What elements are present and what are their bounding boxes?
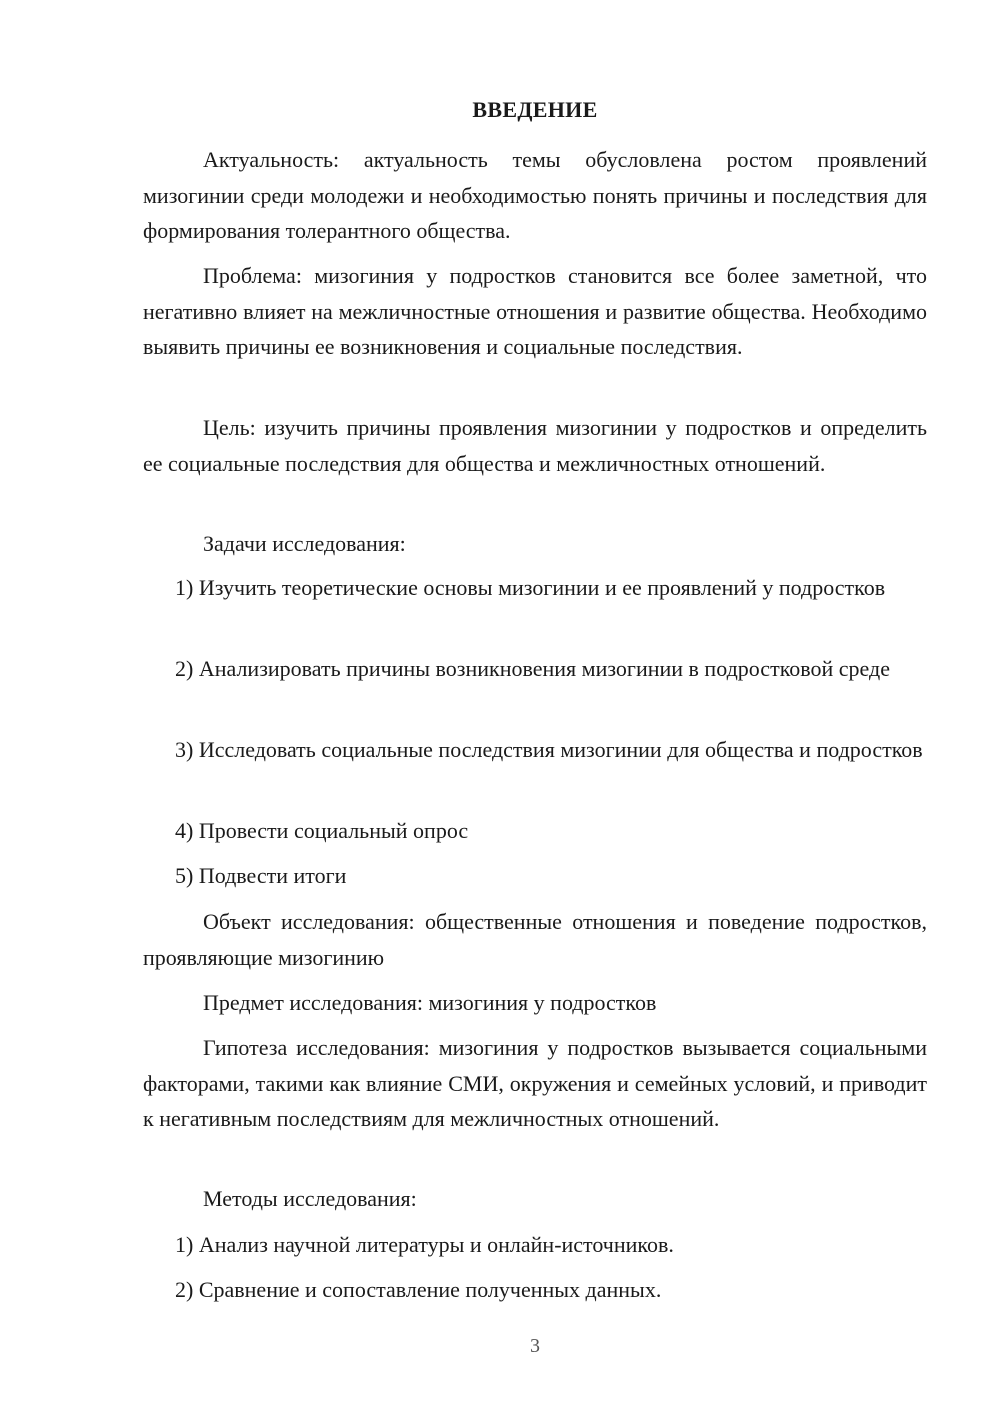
paragraph-relevance: Актуальность: актуальность темы обусловлена ростом проявлений мизогинии среди молодежи и необходимостью понять причины и последствия для формирования толерантного общества. <box>143 147 927 243</box>
paragraph-goal: Цель: изучить причины проявления мизогинии у подростков и определить ее социальные последствия для общества и межличностных отношений. <box>143 415 927 476</box>
paragraph-hypothesis: Гипотеза исследования: мизогиния у подростков вызывается социальными факторами, такими как влияние СМИ, окружения и семейных условий, и приводит к негативным последствиям для межличностных отношений. <box>143 1035 927 1131</box>
paragraph-methods-heading: Методы исследования: <box>203 1186 417 1211</box>
list-item-method-1: 1) Анализ научной литературы и онлайн-источников. <box>175 1232 674 1257</box>
list-item-task-1: 1) Изучить теоретические основы мизогинии и ее проявлений у подростков <box>175 575 886 600</box>
paragraph-problem: Проблема: мизогиния у подростков становится все более заметной, что негативно влияет на межличностные отношения и развитие общества. Необходимо выявить причины ее возникновения и социальные последствия. <box>143 263 927 359</box>
paragraph-tasks-heading: Задачи исследования: <box>203 531 406 556</box>
list-item-task-5: 5) Подвести итоги <box>175 863 347 888</box>
list-item-task-2: 2) Анализировать причины возникновения мизогинии в подростковой среде <box>175 656 890 681</box>
list-item-task-3: 3) Исследовать социальные последствия мизогинии для общества и подростков <box>175 737 923 762</box>
paragraph-subject: Предмет исследования: мизогиния у подростков <box>203 990 657 1015</box>
paragraph-object: Объект исследования: общественные отношения и поведение подростков, проявляющие мизогинию <box>143 909 927 970</box>
list-item-method-2: 2) Сравнение и сопоставление полученных данных. <box>175 1277 662 1302</box>
page-title: ВВЕДЕНИЕ <box>472 97 598 122</box>
page-number: 3 <box>530 1335 540 1357</box>
list-item-task-4: 4) Провести социальный опрос <box>175 818 469 843</box>
